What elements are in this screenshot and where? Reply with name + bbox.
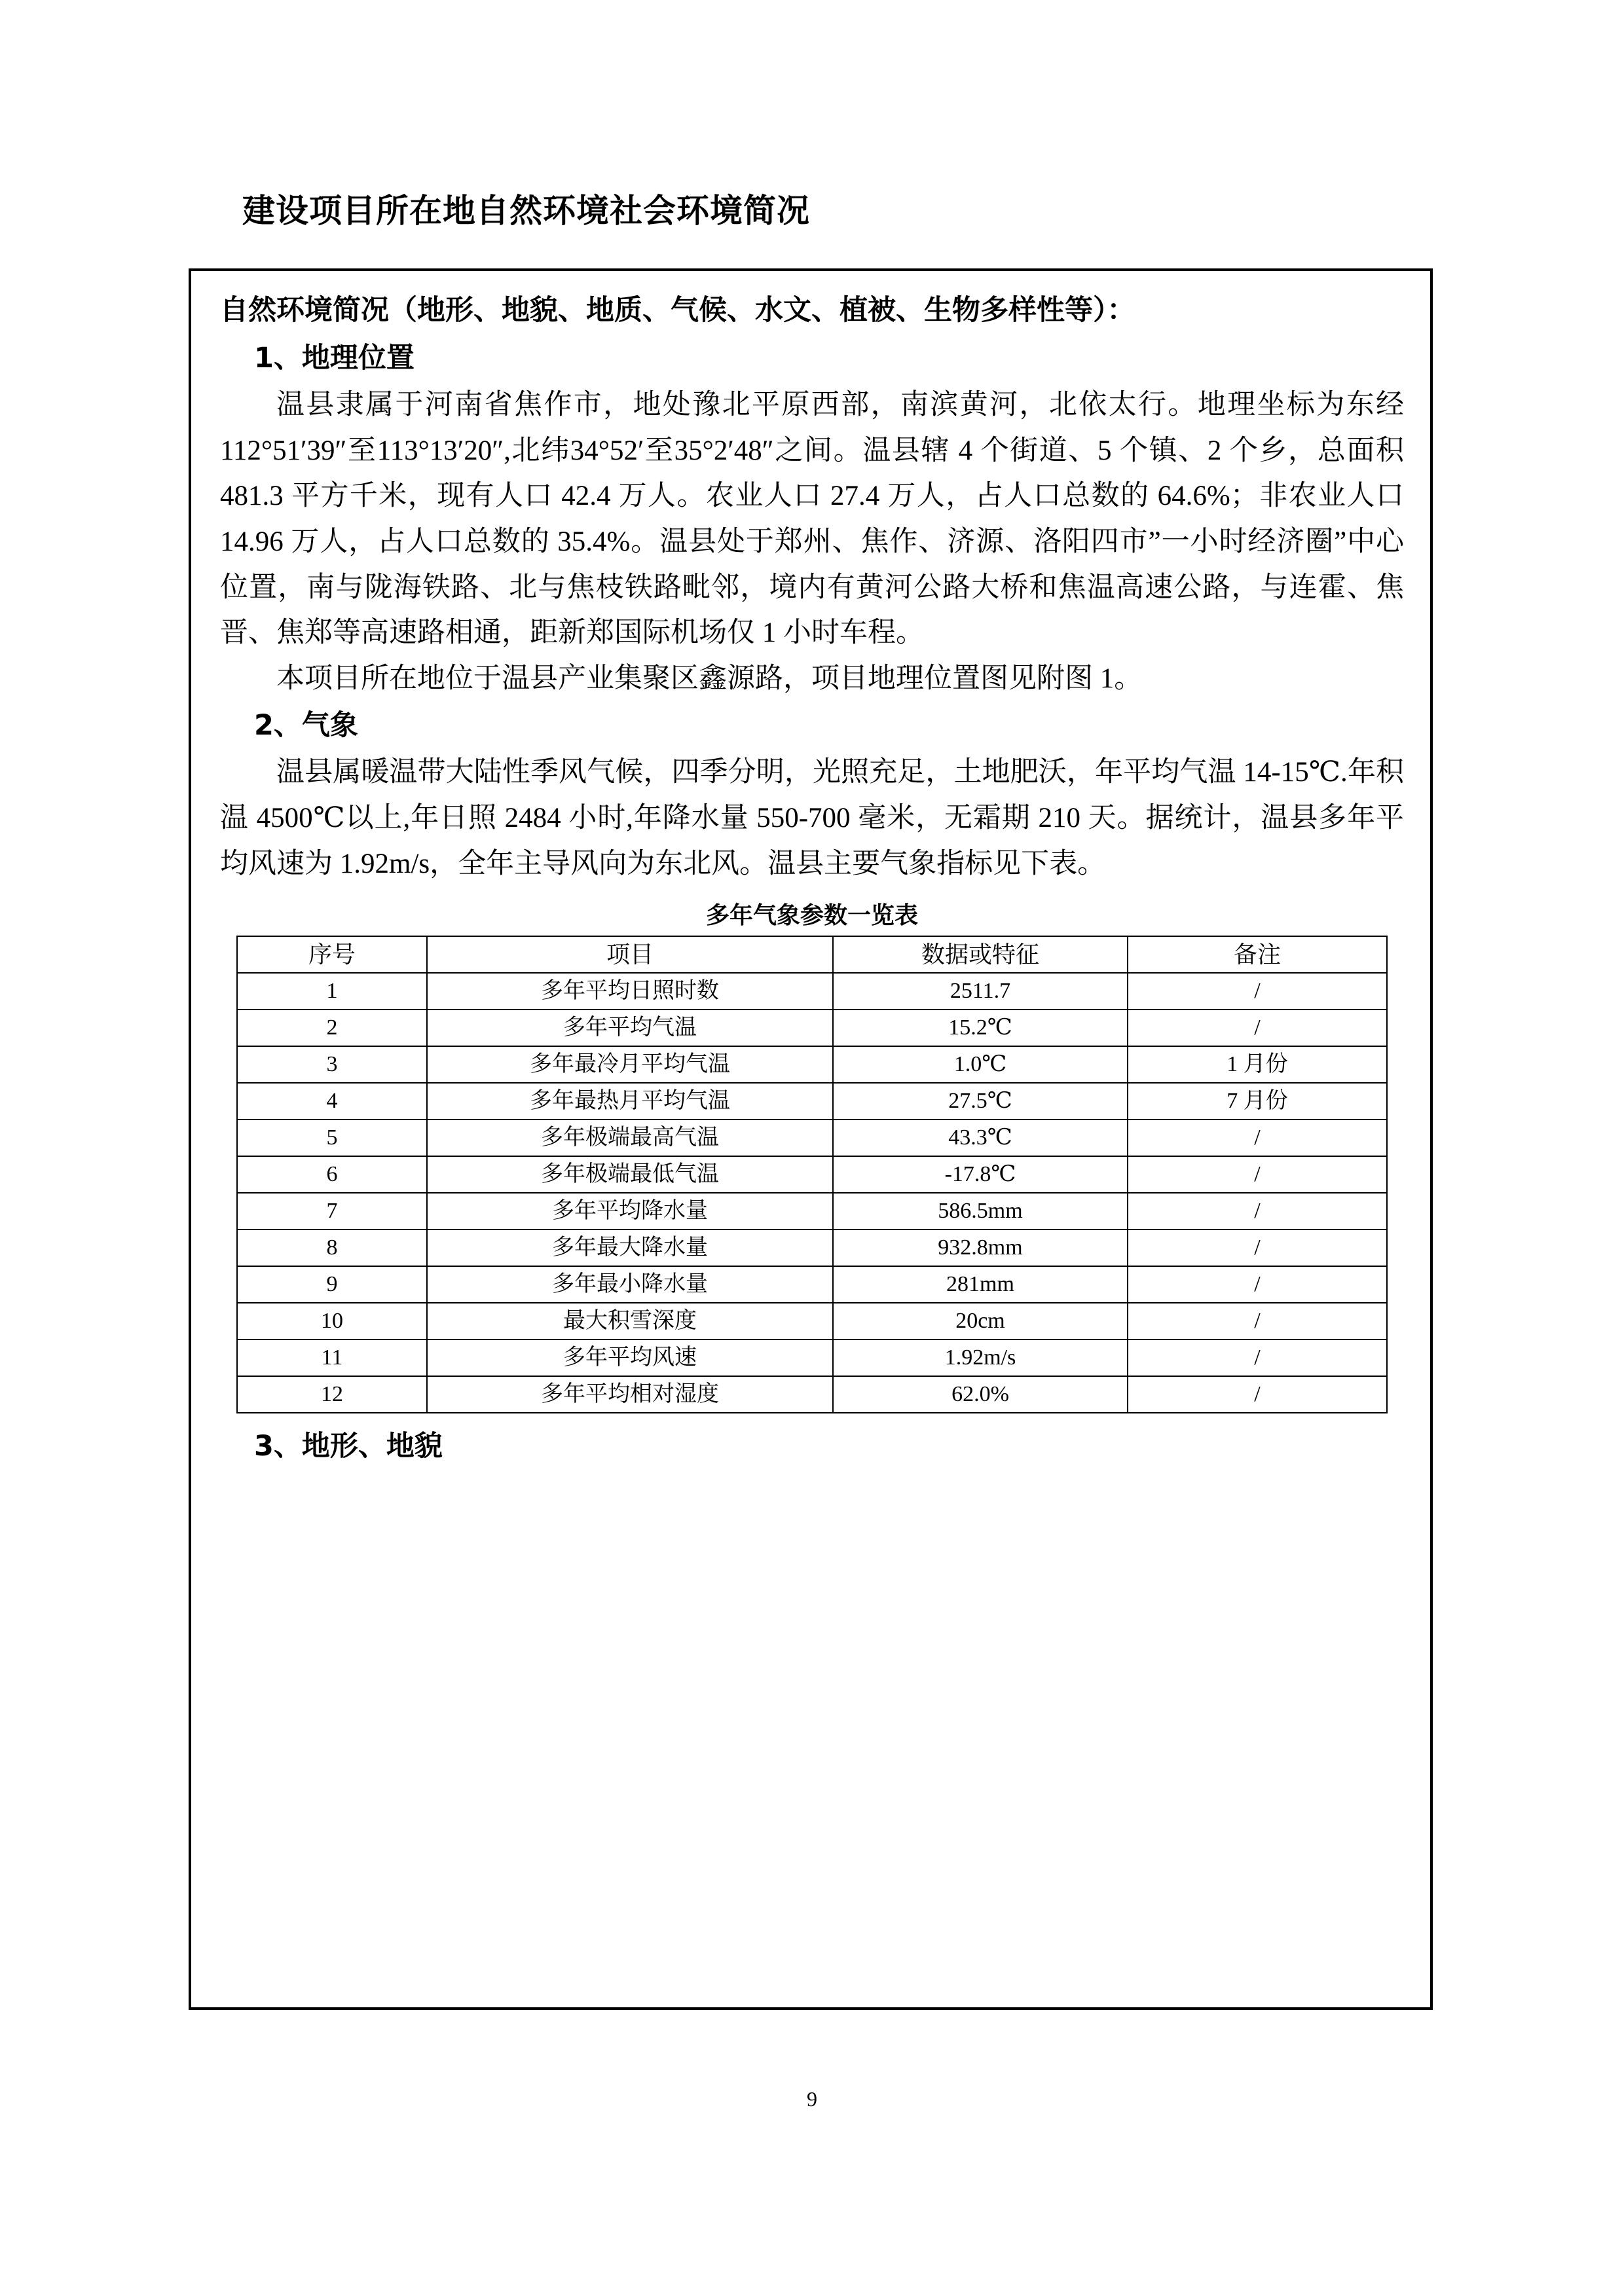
cell-value: 932.8mm <box>833 1230 1128 1266</box>
subsection-heading-topography: 3、地形、地貌 <box>254 1430 443 1463</box>
cell-remark: / <box>1128 1156 1387 1193</box>
cell-item: 多年最冷月平均气温 <box>427 1046 833 1083</box>
cell-item: 多年平均风速 <box>427 1339 833 1376</box>
paragraph-climate: 温县属暖温带大陆性季风气候，四季分明，光照充足，土地肥沃，年平均气温 14-15℃.年积温 4500℃以上,年日照 2484 小时,年降水量 550-700 毫米，无霜期 210 天。据统计，温县多年平均风速为 1.92m/s，全年主导风向为东北风。温县主要气象指标见下表。 <box>220 757 1404 879</box>
cell-remark: 7 月份 <box>1128 1083 1387 1120</box>
subsection-heading-location: 1、地理位置 <box>254 341 415 374</box>
cell-remark: / <box>1128 1303 1387 1339</box>
cell-index: 10 <box>237 1303 427 1339</box>
table-row <box>237 1376 1387 1413</box>
cell-index: 2 <box>237 1010 427 1046</box>
table-row <box>237 1230 1387 1266</box>
section-heading: 自然环境简况（地形、地貌、地质、气候、水文、植被、生物多样性等）： <box>220 294 1135 327</box>
cell-value: 27.5℃ <box>833 1083 1128 1120</box>
cell-value: 62.0% <box>833 1376 1128 1413</box>
cell-value: -17.8℃ <box>833 1156 1128 1193</box>
table-row <box>237 1303 1387 1339</box>
cell-index: 11 <box>237 1339 427 1376</box>
cell-item: 多年最小降水量 <box>427 1266 833 1303</box>
page-number: 9 <box>807 2087 817 2111</box>
cell-index: 4 <box>237 1083 427 1120</box>
cell-remark: / <box>1128 1120 1387 1156</box>
table-row <box>237 1339 1387 1376</box>
cell-index: 9 <box>237 1266 427 1303</box>
cell-index: 12 <box>237 1376 427 1413</box>
cell-item: 多年极端最高气温 <box>427 1120 833 1156</box>
cell-index: 5 <box>237 1120 427 1156</box>
column-header-index: 序号 <box>237 936 427 973</box>
table-row <box>237 1010 1387 1046</box>
cell-item: 多年最大降水量 <box>427 1230 833 1266</box>
cell-value: 1.92m/s <box>833 1339 1128 1376</box>
table-row <box>237 1083 1387 1120</box>
column-header-value: 数据或特征 <box>833 936 1128 973</box>
table-row <box>237 1046 1387 1083</box>
table-caption: 多年气象参数一览表 <box>705 902 918 930</box>
cell-value: 281mm <box>833 1266 1128 1303</box>
cell-value: 1.0℃ <box>833 1046 1128 1083</box>
cell-index: 1 <box>237 973 427 1010</box>
content-frame <box>189 268 1433 2010</box>
cell-index: 6 <box>237 1156 427 1193</box>
cell-remark: / <box>1128 1339 1387 1376</box>
cell-index: 3 <box>237 1046 427 1083</box>
cell-item: 多年极端最低气温 <box>427 1156 833 1193</box>
paragraph-project-site: 本项目所在地位于温县产业集聚区鑫源路，项目地理位置图见附图 1。 <box>276 663 1143 695</box>
cell-remark: / <box>1128 1230 1387 1266</box>
meteorology-table <box>236 936 1388 1413</box>
cell-item: 多年平均日照时数 <box>427 973 833 1010</box>
cell-item: 多年平均降水量 <box>427 1193 833 1230</box>
table-row <box>237 1266 1387 1303</box>
page-title: 建设项目所在地自然环境社会环境简况 <box>242 192 810 230</box>
cell-value: 15.2℃ <box>833 1010 1128 1046</box>
cell-remark: / <box>1128 1266 1387 1303</box>
cell-remark: / <box>1128 1376 1387 1413</box>
cell-remark: / <box>1128 1010 1387 1046</box>
cell-value: 2511.7 <box>833 973 1128 1010</box>
table-row <box>237 973 1387 1010</box>
cell-value: 43.3℃ <box>833 1120 1128 1156</box>
cell-item: 多年平均气温 <box>427 1010 833 1046</box>
cell-item: 多年最热月平均气温 <box>427 1083 833 1120</box>
table-row <box>237 1193 1387 1230</box>
subsection-heading-meteorology: 2、气象 <box>254 708 358 742</box>
cell-remark: / <box>1128 973 1387 1010</box>
paragraph-location: 温县隶属于河南省焦作市，地处豫北平原西部，南滨黄河，北依太行。地理坐标为东经112°51′39″至113°13′20″,北纬34°52′至35°2′48″之间。温县辖 4 个街道、5 个镇、2 个乡，总面积 481.3 平方千米，现有人口 42.4 万人。农业人口 27.4 万人，占人口总数的 64.6%；非农业人口 14.96 万人，占人口总数的 35.4%。温县处于郑州、焦作、济源、洛阳四市”一小时经济圈”中心位置，南与陇海铁路、北与焦枝铁路毗邻，境内有黄河公路大桥和焦温高速公路，与连霍、焦晋、焦郑等高速路相通，距新郑国际机场仅 1 小时车程。 <box>220 390 1404 649</box>
cell-item: 多年平均相对湿度 <box>427 1376 833 1413</box>
column-header-item: 项目 <box>427 936 833 973</box>
cell-item: 最大积雪深度 <box>427 1303 833 1339</box>
table-header-row <box>237 936 1387 973</box>
cell-index: 8 <box>237 1230 427 1266</box>
table-row <box>237 1120 1387 1156</box>
cell-remark: 1 月份 <box>1128 1046 1387 1083</box>
cell-index: 7 <box>237 1193 427 1230</box>
cell-value: 586.5mm <box>833 1193 1128 1230</box>
column-header-remark: 备注 <box>1128 936 1387 973</box>
cell-remark: / <box>1128 1193 1387 1230</box>
table-row <box>237 1156 1387 1193</box>
cell-value: 20cm <box>833 1303 1128 1339</box>
